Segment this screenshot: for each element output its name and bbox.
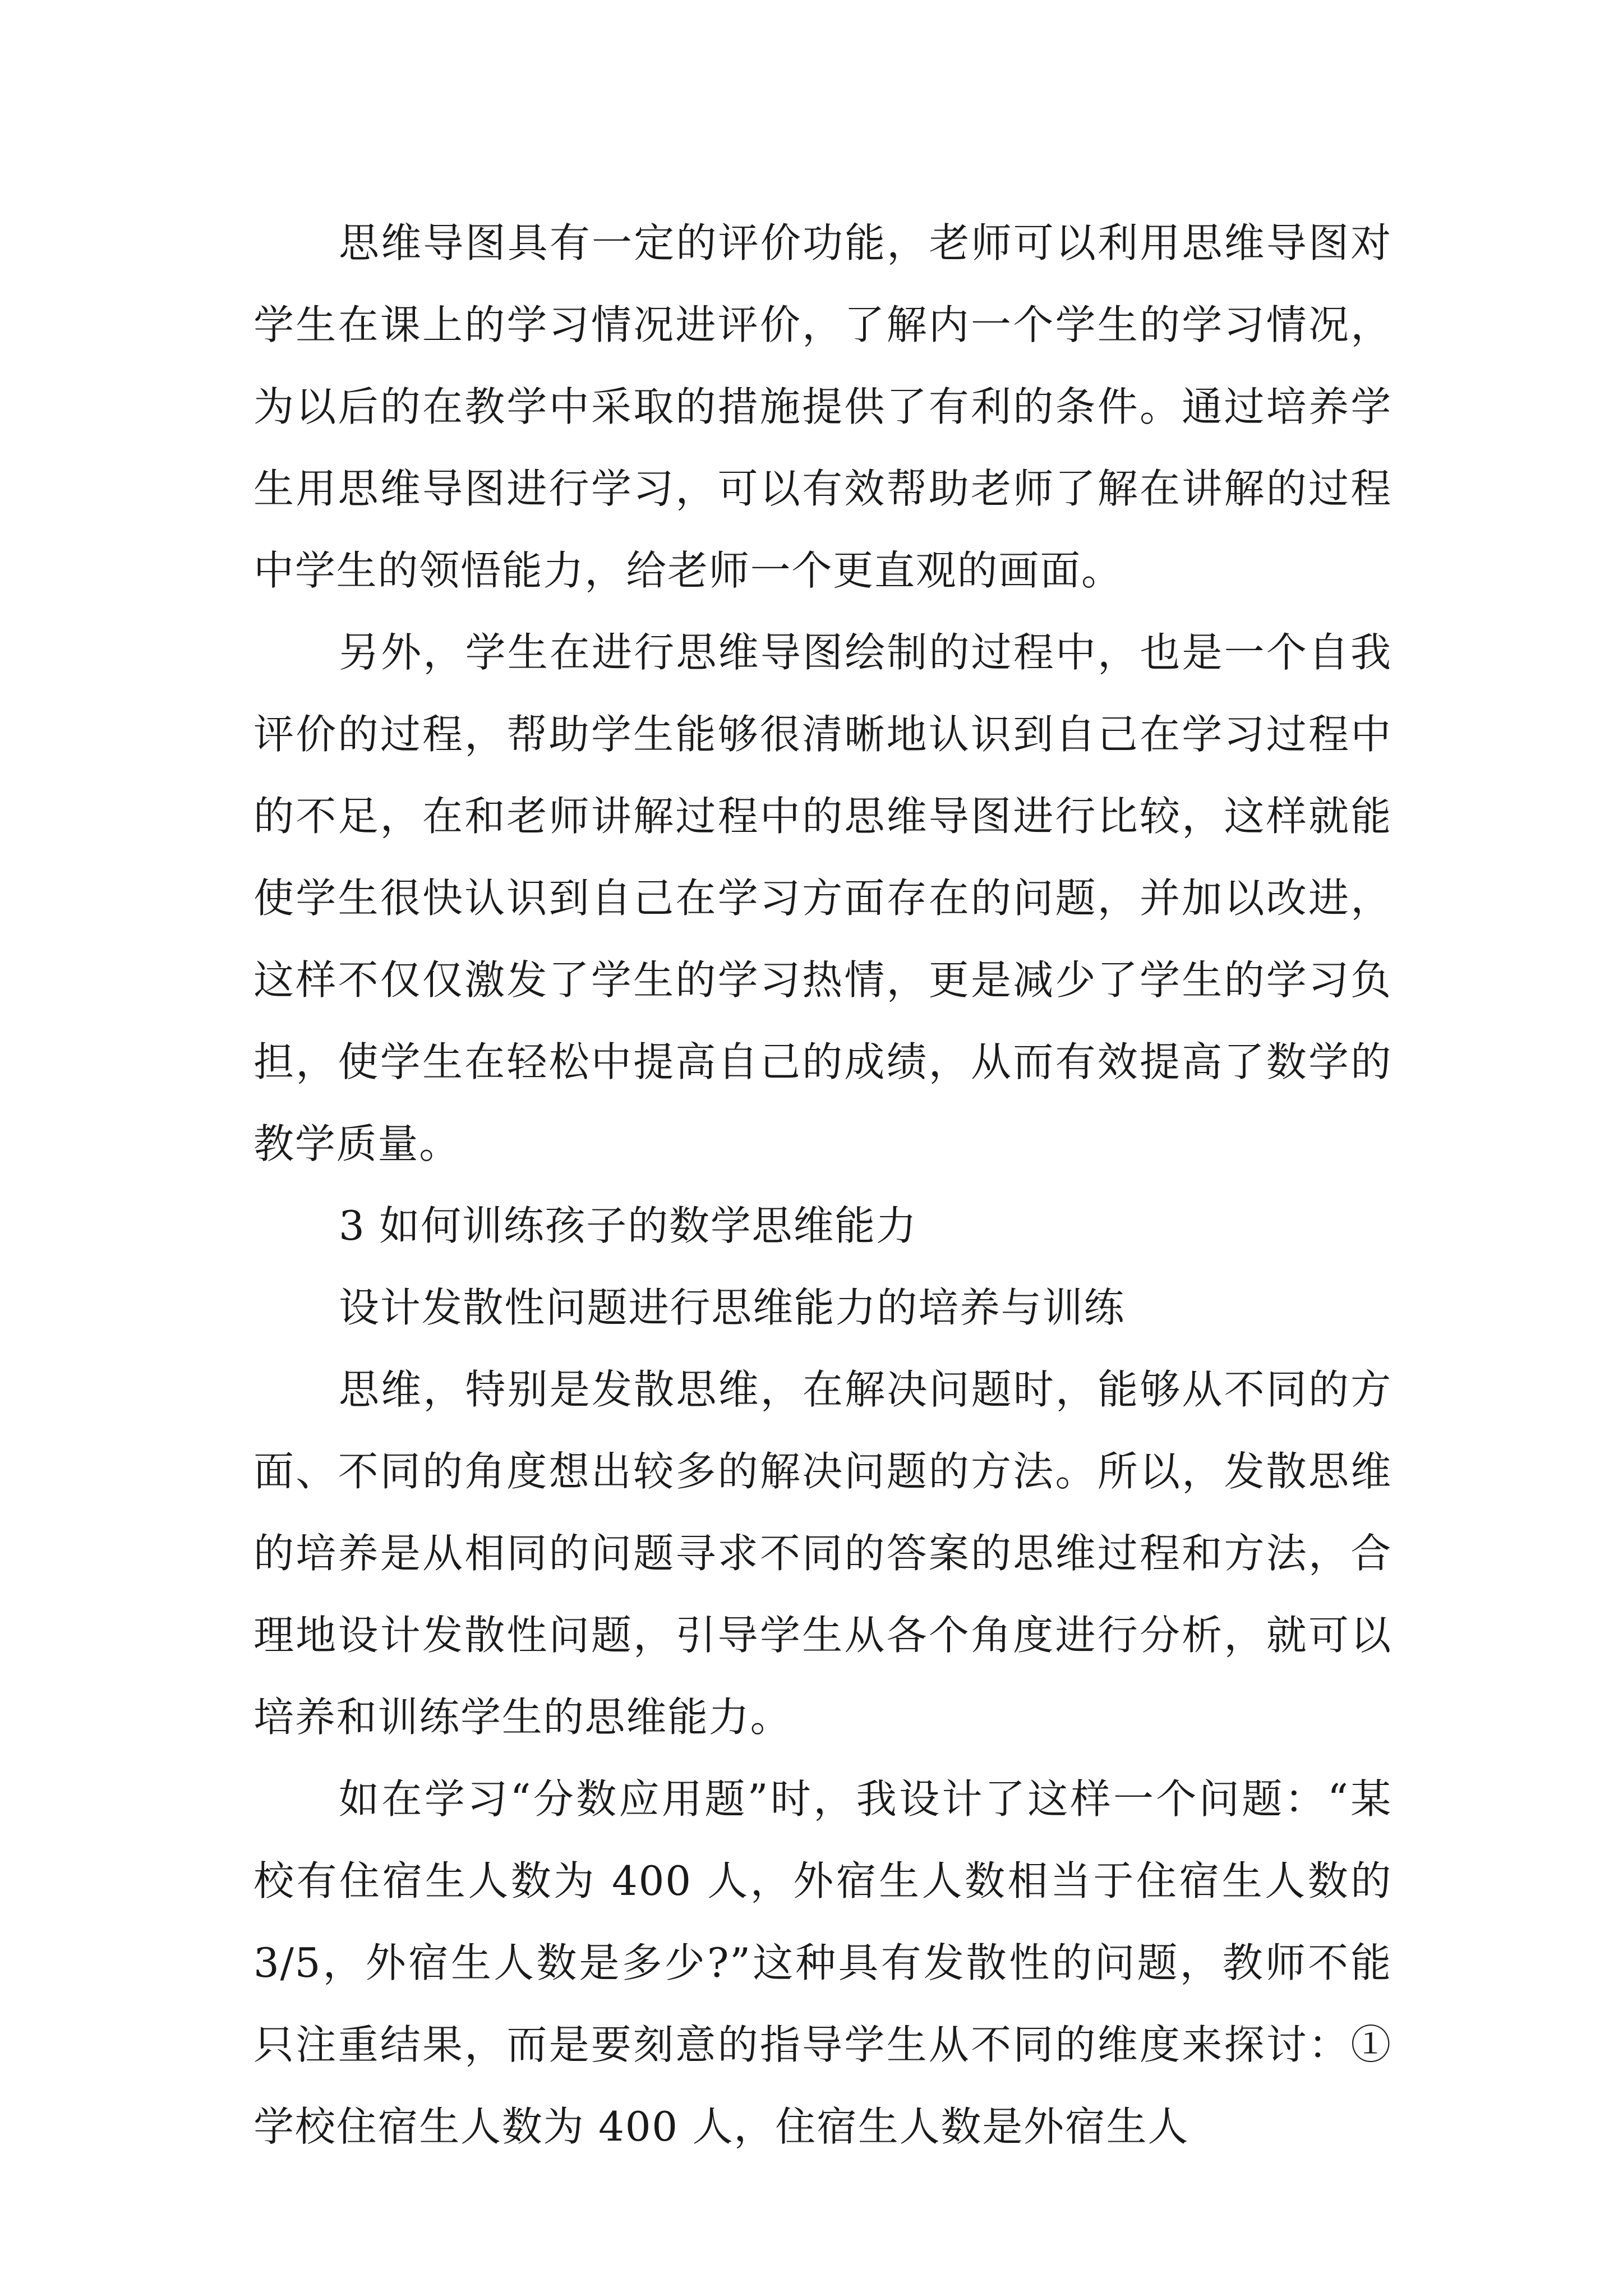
paragraph-self-evaluation: 另外，学生在进行思维导图绘制的过程中，也是一个自我评价的过程，帮助学生能够很清晰地认识到自己在学习过程中的不足，在和老师讲解过程中的思维导图进行比较，这样就能使学生很快认识到自己在学习方面存在的问题，并加以改进，这样不仅仅激发了学生的学习热情，更是减少了学生的学习负担，使学生在轻松中提高自己的成绩，从而有效提高了数学的教学质量。 <box>253 629 1392 1167</box>
document-body <box>253 202 1392 2168</box>
paragraph-mind-map-evaluation: 思维导图具有一定的评价功能，老师可以利用思维导图对学生在课上的学习情况进评价，了解内一个学生的学习情况，为以后的在教学中采取的措施提供了有利的条件。通过培养学生用思维导图进行学习，可以有效帮助老师了解在讲解的过程中学生的领悟能力，给老师一个更直观的画面。 <box>253 219 1392 594</box>
paragraph-fraction-example: 如在学习“分数应用题”时，我设计了这样一个问题：“某校有住宿生人数为 400 人，外宿生人数相当于住宿生人数的 3/5，外宿生人数是多少?”这种具有发散性的问题，教师不能只注重结果，而是要刻意的指导学生从不同的维度来探讨：①学校住宿生人数为 400 人，住宿生人数是外宿生人 <box>253 1775 1392 2150</box>
subsection-heading: 设计发散性问题进行思维能力的培养与训练 <box>339 1284 1126 1331</box>
paragraph-divergent-thinking: 思维，特别是发散思维，在解决问题时，能够从不同的方面、不同的角度想出较多的解决问题的方法。所以，发散思维的培养是从相同的问题寻求不同的答案的思维过程和方法，合理地设计发散性问题，引导学生从各个角度进行分析，就可以培养和训练学生的思维能力。 <box>253 1366 1392 1741</box>
section-heading: 3 如何训练孩子的数学思维能力 <box>339 1202 917 1249</box>
